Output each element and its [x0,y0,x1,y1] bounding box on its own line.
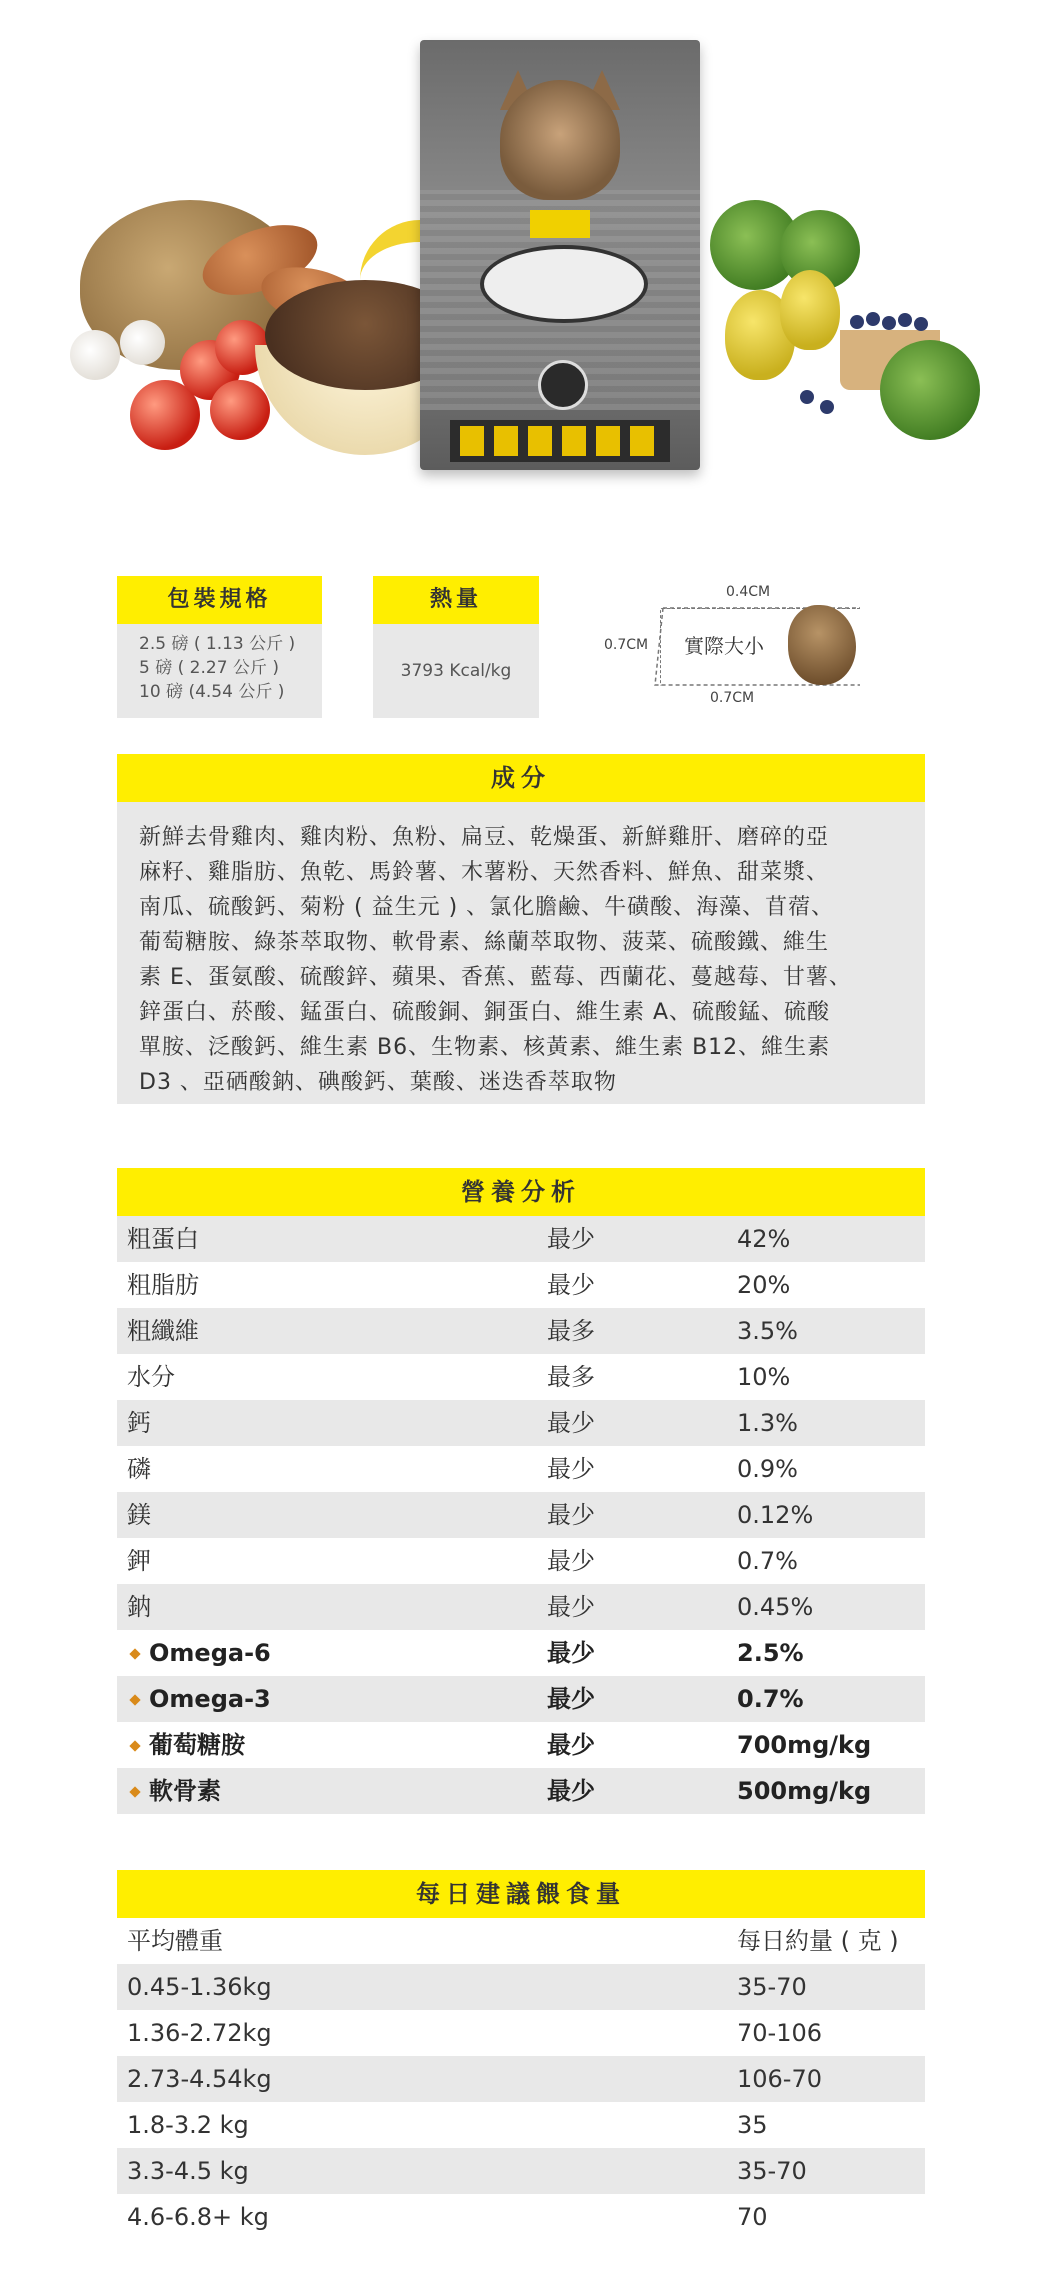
nutrient-name: 鉀 [127,1547,151,1575]
kibble-height-label: 0.7CM [604,637,649,653]
table-row [117,1400,925,1446]
daily-amount: 35-70 [737,1973,807,2001]
ingredients-title: 成分 [117,754,925,802]
table-row [117,2010,925,2056]
calorie-value: 3793 Kcal/kg [373,624,539,718]
table-row [117,1630,925,1676]
table-row [117,1492,925,1538]
daily-amount: 106-70 [737,2065,823,2093]
ingredients-line: 麻籽、雞脂肪、魚乾、馬鈴薯、木薯粉、天然香料、鮮魚、甜菜漿、 [139,860,830,885]
nutrient-value: 3.5% [737,1317,798,1345]
chicken-icon [538,360,588,410]
nutrient-value: 2.5% [737,1639,804,1667]
nutrient-value: 0.7% [737,1685,804,1713]
ingredients-line: 南瓜、硫酸鈣、菊粉 ( 益生元 ) 、氯化膽鹼、牛磺酸、海藻、苜蓿、 [139,895,835,920]
daily-amount: 35 [737,2111,768,2139]
table-row [117,2148,925,2194]
weight-range: 0.45-1.36kg [127,1973,272,2001]
nutrient-name: 粗蛋白 [127,1225,199,1253]
table-row [117,1538,925,1584]
package-size-label: 包裝規格 [117,576,322,624]
table-row [117,1308,925,1354]
nutrient-qualifier: 最多 [547,1363,595,1391]
cat-photo [500,80,620,200]
pear [780,270,840,350]
calorie-label: 熱量 [373,576,539,624]
nutrient-qualifier: 最少 [547,1225,595,1253]
table-row [117,1768,925,1814]
diamond-bullet-icon [129,1786,140,1797]
nutrient-qualifier: 最少 [547,1547,595,1575]
weight-range: 1.8-3.2 kg [127,2111,249,2139]
nutrient-name: 鈣 [127,1409,151,1437]
size-option: 10 磅 (4.54 公斤 ) [139,682,285,702]
nutrient-qualifier: 最少 [547,1731,595,1759]
feeding-title: 每日建議餵食量 [117,1870,925,1918]
nutrient-name: 鈉 [127,1593,151,1621]
ingredients-line: 單胺、泛酸鈣、維生素 B6、生物素、核黃素、維生素 B12、維生素 [139,1035,831,1060]
nutrient-name: Omega-3 [149,1685,271,1713]
apple [210,380,270,440]
nutrient-qualifier: 最多 [547,1317,595,1345]
ingredients-list [117,802,925,1104]
table-row [117,2194,925,2240]
table-row [117,1676,925,1722]
daily-amount: 70 [737,2203,768,2231]
nutrient-value: 0.12% [737,1501,814,1529]
amount-header: 每日約量 ( 克 ) [737,1927,899,1955]
feature-strip [450,420,670,462]
nutrient-value: 20% [737,1271,791,1299]
ingredients-line: D3 、亞硒酸鈉、碘酸鈣、葉酸、迷迭香萃取物 [139,1070,617,1095]
ingredients-line: 葡萄糖胺、綠茶萃取物、軟骨素、絲蘭萃取物、菠菜、硫酸鐵、維生 [139,930,830,955]
nutrient-value: 1.3% [737,1409,798,1437]
nutrient-value: 500mg/kg [737,1777,872,1805]
weight-range: 1.36-2.72kg [127,2019,272,2047]
nutrient-name: 水分 [127,1363,175,1391]
kibble-depth-label: 0.7CM [710,690,755,706]
garlic [70,330,120,380]
nutrient-qualifier: 最少 [547,1593,595,1621]
table-row [117,1216,925,1262]
diamond-bullet-icon [129,1648,140,1659]
ingredients-line: 素 E、蛋氨酸、硫酸鋅、蘋果、香蕉、藍莓、西蘭花、蔓越莓、甘薯、 [139,965,852,990]
table-row [117,2102,925,2148]
table-row [117,1722,925,1768]
nutrient-qualifier: 最少 [547,1271,595,1299]
table-row [117,1584,925,1630]
nutrient-value: 700mg/kg [737,1731,872,1759]
daily-amount: 35-70 [737,2157,807,2185]
nutrient-name: 磷 [127,1455,151,1483]
nutrient-value: 0.7% [737,1547,798,1575]
actual-size-label: 實際大小 [684,634,764,658]
product-bag [420,40,700,470]
nutrient-value: 10% [737,1363,791,1391]
weight-header: 平均體重 [127,1927,223,1955]
nutrient-qualifier: 最少 [547,1501,595,1529]
weight-range: 3.3-4.5 kg [127,2157,249,2185]
kibble-width-label: 0.4CM [726,584,771,600]
nutrient-value: 0.45% [737,1593,814,1621]
weight-range: 4.6-6.8+ kg [127,2203,269,2231]
brand-emblem [480,245,648,323]
nutrient-name: 軟骨素 [149,1777,221,1805]
kibble-photo [788,605,856,685]
table-row [117,2056,925,2102]
nutrient-qualifier: 最少 [547,1777,595,1805]
table-row [117,1964,925,2010]
weight-range: 2.73-4.54kg [127,2065,272,2093]
broccoli [880,340,980,440]
nutrient-qualifier: 最少 [547,1409,595,1437]
nutrient-value: 0.9% [737,1455,798,1483]
size-option: 2.5 磅 ( 1.13 公斤 ) [139,634,296,654]
garlic [120,320,165,365]
nutrient-value: 42% [737,1225,791,1253]
nutrient-name: 葡萄糖胺 [149,1731,245,1759]
nutrient-name: Omega-6 [149,1639,271,1667]
nutrient-name: 粗脂肪 [127,1271,199,1299]
grain-free-badge [530,210,590,238]
size-option: 5 磅 ( 2.27 公斤 ) [139,658,279,678]
ingredients-line: 鋅蛋白、菸酸、錳蛋白、硫酸銅、銅蛋白、維生素 A、硫酸錳、硫酸 [139,1000,831,1025]
nutrient-qualifier: 最少 [547,1685,595,1713]
table-row [117,1262,925,1308]
diamond-bullet-icon [129,1740,140,1751]
nutrition-title: 營養分析 [117,1168,925,1216]
nutrient-qualifier: 最少 [547,1455,595,1483]
ingredients-line: 新鮮去骨雞肉、雞肉粉、魚粉、扁豆、乾燥蛋、新鮮雞肝、磨碎的亞 [139,825,830,850]
diamond-bullet-icon [129,1694,140,1705]
nutrient-name: 鎂 [127,1501,151,1529]
package-size-list [117,624,322,718]
table-row [117,1446,925,1492]
table-row [117,1354,925,1400]
table-header-row [117,1918,925,1964]
product-hero-image [60,30,980,500]
daily-amount: 70-106 [737,2019,823,2047]
nutrient-name: 粗纖維 [127,1317,199,1345]
nutrient-qualifier: 最少 [547,1639,595,1667]
